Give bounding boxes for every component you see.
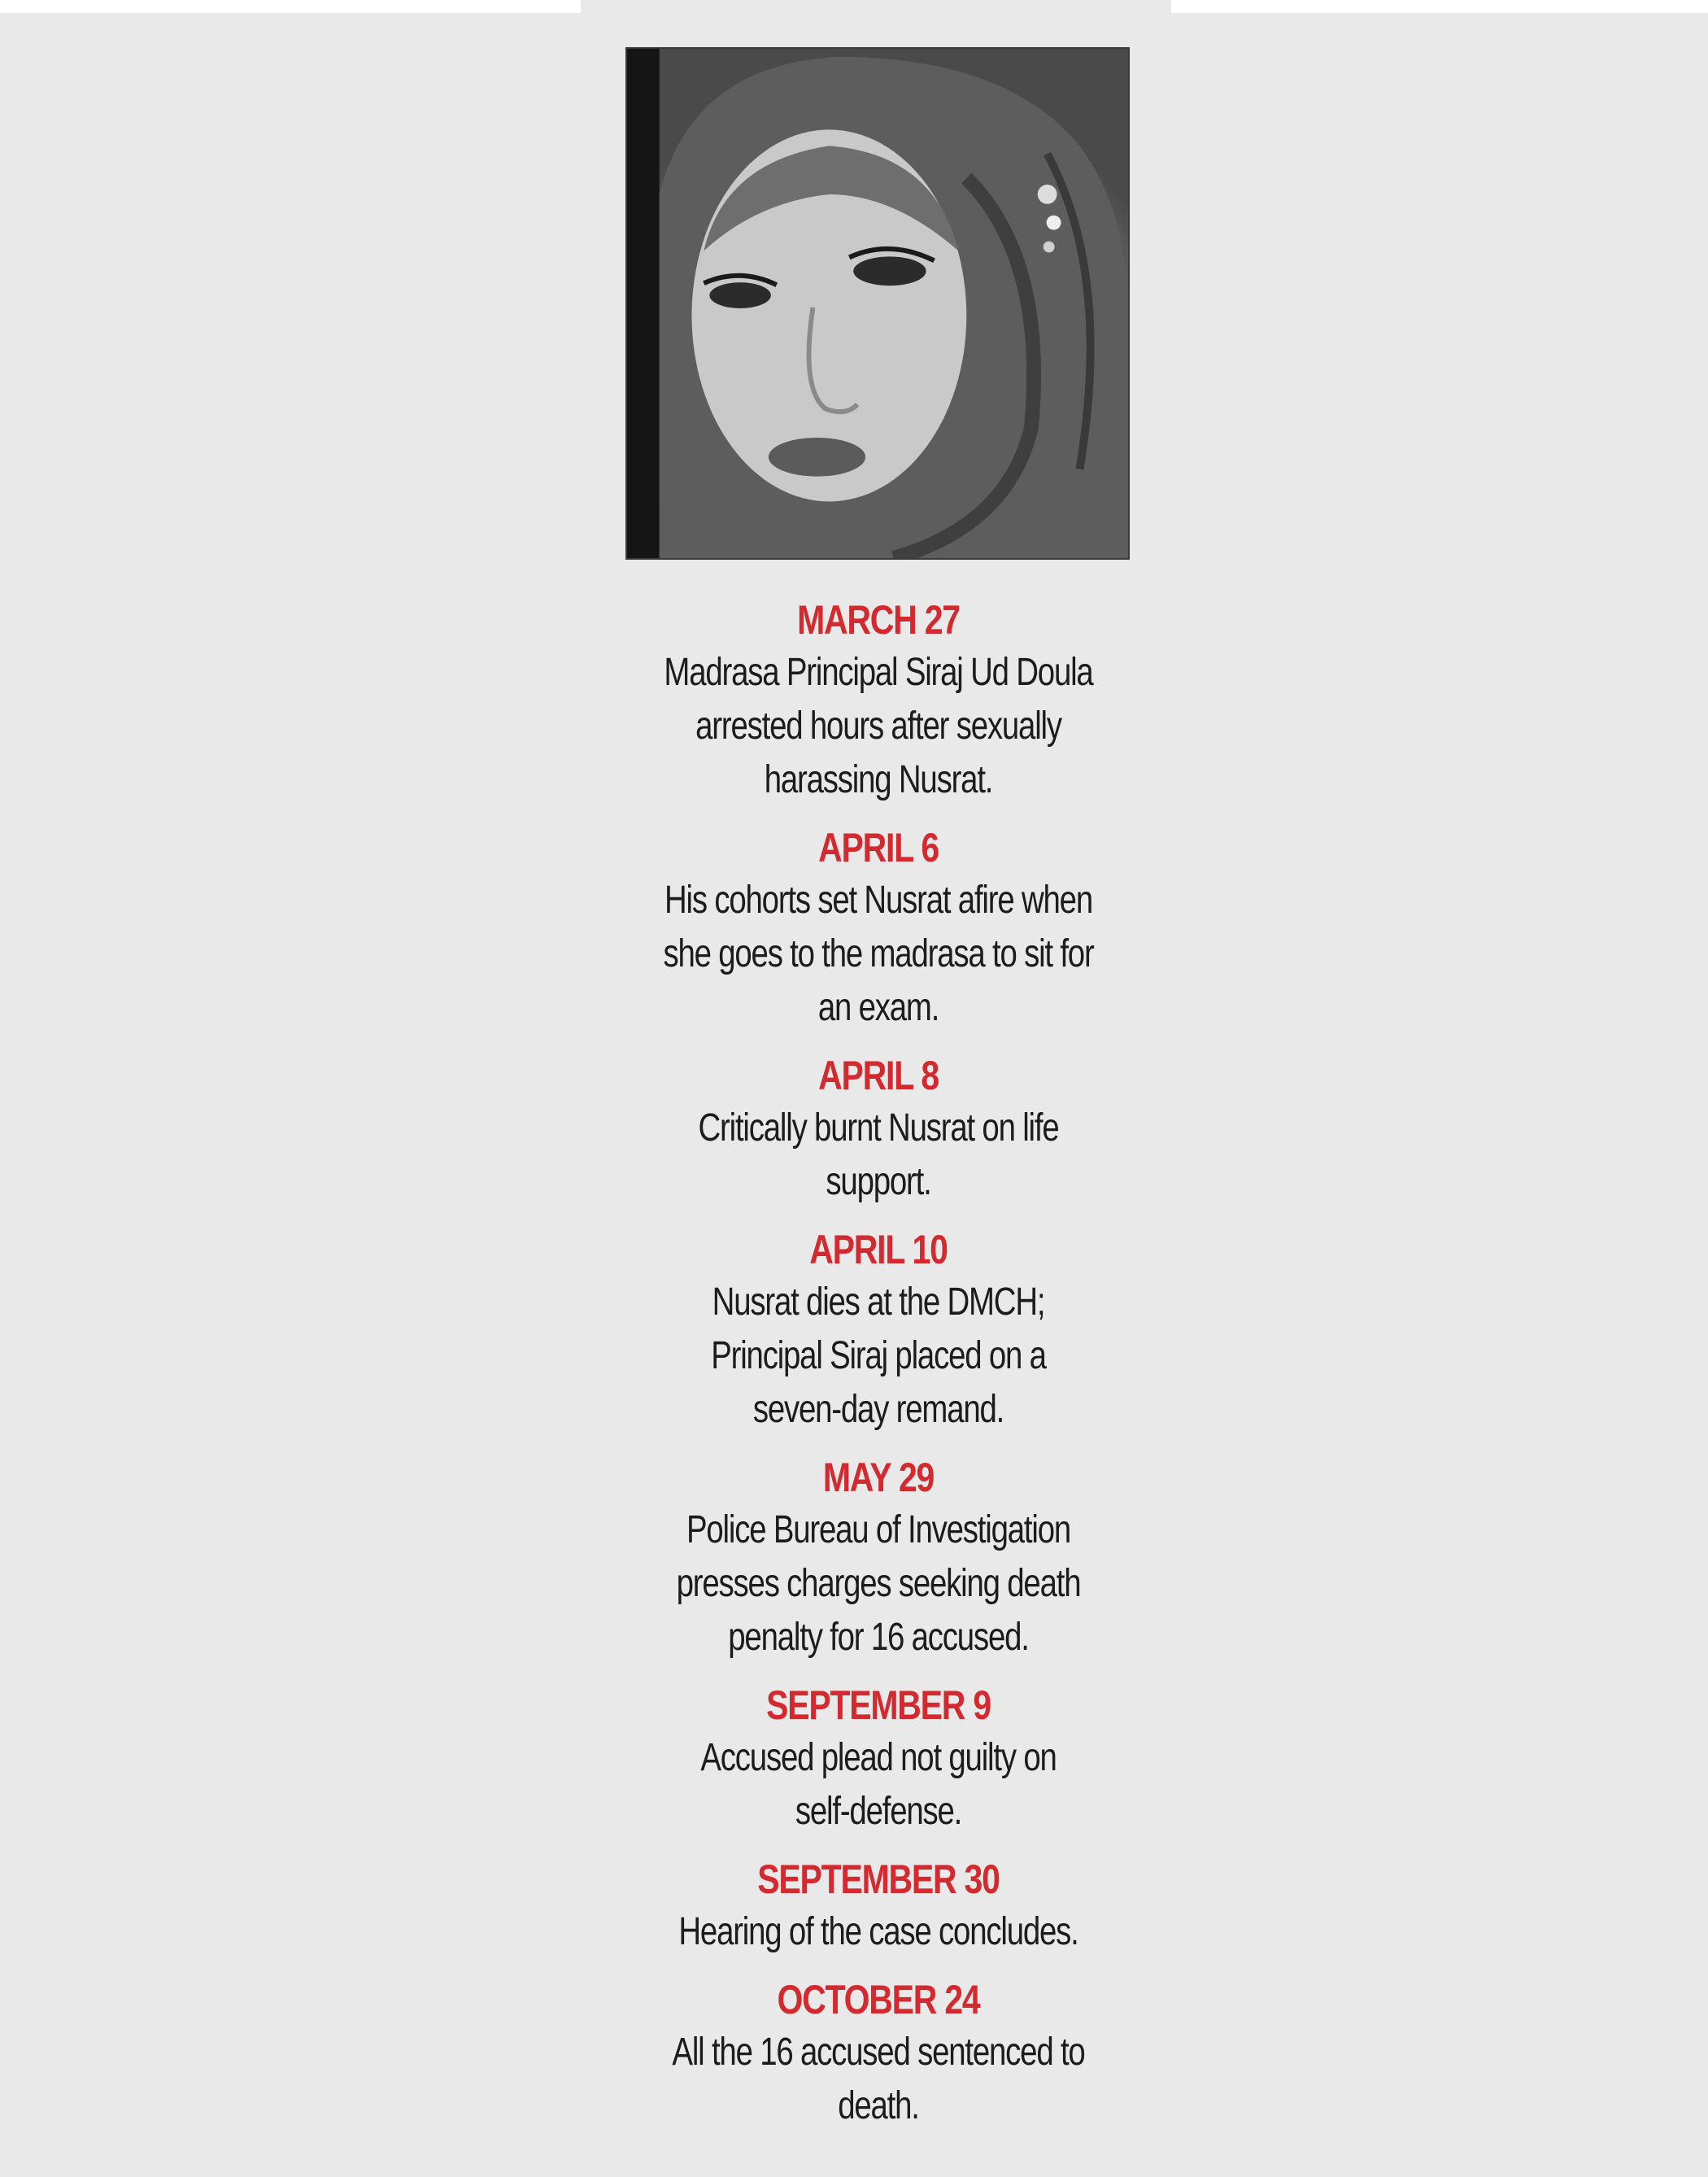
timeline-description-line: an exam. — [817, 986, 939, 1029]
timeline-description-line: presses charges seeking death — [676, 1562, 1081, 1605]
top-border-right — [1171, 0, 1708, 13]
timeline-description-line: death. — [838, 2084, 919, 2127]
timeline-date: MARCH 27 — [797, 597, 960, 643]
timeline-date: OCTOBER 24 — [777, 1977, 980, 2022]
timeline-entry — [618, 1224, 1139, 1437]
timeline-entry — [618, 1679, 1139, 1839]
timeline-description-line: All the 16 accused sentenced to — [672, 2031, 1085, 2074]
portrait-photo — [625, 47, 1130, 560]
timeline-description-line: Police Bureau of Investigation — [686, 1508, 1071, 1551]
timeline-description-line: seven-day remand. — [752, 1388, 1004, 1431]
timeline-entry — [618, 1451, 1139, 1664]
timeline-description-line: Nusrat dies at the DMCH; — [712, 1280, 1045, 1324]
timeline-date: SEPTEMBER 9 — [766, 1682, 991, 1728]
timeline-date: APRIL 8 — [818, 1053, 939, 1098]
timeline-entry — [618, 1853, 1139, 1959]
top-border-left — [0, 0, 581, 13]
timeline-date: SEPTEMBER 30 — [757, 1856, 1000, 1902]
timeline-entry — [618, 822, 1139, 1035]
timeline-description-line: support. — [826, 1160, 931, 1203]
timeline-description-line: harassing Nusrat. — [764, 758, 993, 801]
timeline-description-line: Madrasa Principal Siraj Ud Doula — [664, 651, 1093, 694]
timeline-date: APRIL 6 — [818, 825, 939, 870]
timeline-description-line: penalty for 16 accused. — [728, 1616, 1029, 1659]
timeline-description-line: Critically burnt Nusrat on life — [698, 1106, 1059, 1150]
timeline-description-line: Principal Siraj placed on a — [711, 1334, 1046, 1377]
timeline-list — [618, 594, 1139, 2133]
timeline-entry — [618, 1974, 1139, 2133]
timeline-date: APRIL 10 — [809, 1227, 948, 1272]
timeline-entry — [618, 594, 1139, 807]
timeline-description-line: Hearing of the case concludes. — [678, 1910, 1078, 1953]
timeline-description-line: self-defense. — [795, 1790, 962, 1833]
timeline-date: MAY 29 — [822, 1455, 935, 1500]
timeline-entry — [618, 1049, 1139, 1209]
timeline-description-line: arrested hours after sexually — [695, 705, 1061, 748]
timeline-description-line: she goes to the madrasa to sit for — [663, 932, 1094, 975]
timeline-description-line: His cohorts set Nusrat afire when — [664, 879, 1092, 922]
timeline-description-line: Accused plead not guilty on — [700, 1736, 1057, 1779]
